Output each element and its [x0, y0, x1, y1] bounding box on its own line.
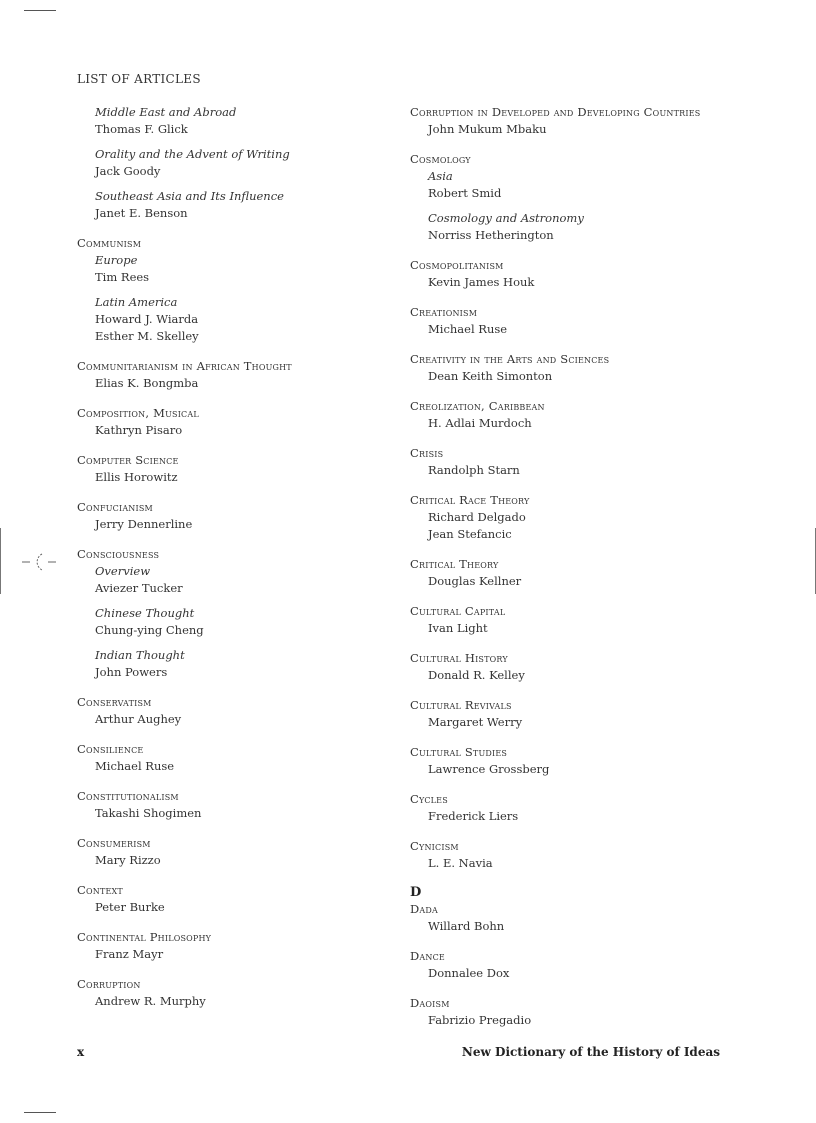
subentry-title: Overview — [95, 564, 151, 578]
article-entry — [77, 104, 377, 222]
article-title: Dada — [410, 902, 438, 916]
left-column — [77, 104, 377, 1023]
article-entry — [77, 976, 377, 1010]
crop-mark-top — [24, 10, 56, 11]
article-title: Continental Philosophy — [77, 930, 212, 944]
article-author: Andrew R. Murphy — [95, 994, 206, 1008]
article-title: Cultural History — [410, 651, 508, 665]
article-author: Lawrence Grossberg — [428, 762, 550, 776]
article-author: Richard Delgado — [428, 510, 526, 524]
right-column — [410, 104, 740, 1042]
registration-mark-icon — [22, 551, 58, 573]
article-author: Jean Stefancic — [428, 527, 512, 541]
article-author: Donald R. Kelley — [428, 668, 525, 682]
article-title: Cosmopolitanism — [410, 258, 504, 272]
subentry — [428, 210, 740, 244]
article-title: Computer Science — [77, 453, 179, 467]
subentry — [95, 252, 377, 286]
article-author: L. E. Navia — [428, 856, 493, 870]
article-entry — [77, 499, 377, 533]
subentry-author: Esther M. Skelley — [95, 329, 199, 343]
article-author: Takashi Shogimen — [95, 806, 202, 820]
article-title: Composition, Musical — [77, 406, 199, 420]
subentry-author: John Powers — [95, 665, 168, 679]
article-entry — [410, 744, 740, 778]
article-entry — [410, 304, 740, 338]
subentry-author: Robert Smid — [428, 186, 502, 200]
article-title: Communism — [77, 236, 142, 250]
article-title: Creativity in the Arts and Sciences — [410, 352, 610, 366]
article-title: Critical Race Theory — [410, 493, 530, 507]
article-author: H. Adlai Murdoch — [428, 416, 532, 430]
edge-mark-left — [0, 528, 1, 594]
article-title: Consilience — [77, 742, 144, 756]
article-entry — [77, 452, 377, 486]
article-author: Jerry Dennerline — [95, 517, 193, 531]
subentry-author: Jack Goody — [95, 164, 161, 178]
article-title: Consumerism — [77, 836, 151, 850]
article-title: Cosmology — [410, 152, 471, 166]
subentry-title: Middle East and Abroad — [95, 105, 237, 119]
article-title: Cultural Studies — [410, 745, 508, 759]
article-author: Frederick Liers — [428, 809, 519, 823]
article-entry — [77, 788, 377, 822]
article-title: Cultural Capital — [410, 604, 506, 618]
article-entry — [77, 929, 377, 963]
article-title: Crisis — [410, 446, 444, 460]
article-title: Conservatism — [77, 695, 152, 709]
subentry-title: Latin America — [95, 295, 178, 309]
article-title: Cynicism — [410, 839, 459, 853]
article-entry — [77, 694, 377, 728]
article-author: Margaret Werry — [428, 715, 523, 729]
subentry — [95, 605, 377, 639]
subentry — [95, 146, 377, 180]
article-entry — [410, 791, 740, 825]
article-entry — [77, 741, 377, 775]
article-title: Cycles — [410, 792, 448, 806]
article-entry — [410, 838, 740, 872]
article-author: Randolph Starn — [428, 463, 520, 477]
article-author: Franz Mayr — [95, 947, 164, 961]
article-author: Kevin James Houk — [428, 275, 535, 289]
article-entry — [410, 351, 740, 385]
article-title: Corruption in Developed and Developing Countries — [410, 105, 701, 119]
article-entry — [410, 650, 740, 684]
article-author: Mary Rizzo — [95, 853, 161, 867]
subentry-title: Chinese Thought — [95, 606, 195, 620]
article-author: Douglas Kellner — [428, 574, 522, 588]
subentry — [95, 104, 377, 138]
section-letter: D — [410, 885, 422, 900]
article-author: Ivan Light — [428, 621, 488, 635]
article-entry — [410, 492, 740, 543]
article-author: Ellis Horowitz — [95, 470, 178, 484]
subentry — [95, 647, 377, 681]
article-entry — [410, 603, 740, 637]
article-entry — [77, 546, 377, 681]
article-author: Peter Burke — [95, 900, 165, 914]
article-title: Constitutionalism — [77, 789, 179, 803]
subentry — [95, 294, 377, 345]
subentry-author: Howard J. Wiarda — [95, 312, 199, 326]
article-entry — [410, 104, 740, 138]
article-title: Corruption — [77, 977, 141, 991]
article-entry — [410, 948, 740, 982]
subentry — [428, 168, 740, 202]
subentry-title: Europe — [95, 253, 138, 267]
article-title: Daoism — [410, 996, 450, 1010]
article-title: Dance — [410, 949, 445, 963]
article-author: John Mukum Mbaku — [428, 122, 547, 136]
article-entry — [77, 835, 377, 869]
article-author: Michael Ruse — [428, 322, 508, 336]
subentry-title: Indian Thought — [95, 648, 185, 662]
article-title: Creationism — [410, 305, 478, 319]
article-entry — [410, 257, 740, 291]
subentry — [95, 563, 377, 597]
article-author: Willard Bohn — [428, 919, 505, 933]
subentry-author: Norriss Hetherington — [428, 228, 554, 242]
subentry-title: Asia — [428, 169, 453, 183]
article-title: Creolization, Caribbean — [410, 399, 545, 413]
article-entry — [410, 445, 740, 479]
article-title: Context — [77, 883, 123, 897]
article-author: Fabrizio Pregadio — [428, 1013, 532, 1027]
article-entry — [77, 882, 377, 916]
article-title: Critical Theory — [410, 557, 499, 571]
article-author: Elias K. Bongmba — [95, 376, 199, 390]
running-head: LIST OF ARTICLES — [77, 72, 201, 86]
article-author: Arthur Aughey — [95, 712, 182, 726]
article-entry — [410, 995, 740, 1029]
article-entry — [410, 151, 740, 244]
article-author: Donnalee Dox — [428, 966, 510, 980]
article-author: Kathryn Pisaro — [95, 423, 183, 437]
article-entry — [410, 556, 740, 590]
article-entry — [410, 901, 740, 935]
subentry-title: Southeast Asia and Its Influence — [95, 189, 284, 203]
article-entry — [410, 398, 740, 432]
book-title: New Dictionary of the History of Ideas — [461, 1045, 720, 1059]
subentry-author: Chung-ying Cheng — [95, 623, 204, 637]
article-entry — [77, 405, 377, 439]
article-title: Cultural Revivals — [410, 698, 512, 712]
crop-mark-bottom — [24, 1112, 56, 1113]
article-title: Communitarianism in African Thought — [77, 359, 292, 373]
subentry-author: Aviezer Tucker — [95, 581, 183, 595]
article-author: Michael Ruse — [95, 759, 175, 773]
article-entry — [77, 358, 377, 392]
subentry-author: Janet E. Benson — [95, 206, 188, 220]
subentry-author: Thomas F. Glick — [95, 122, 188, 136]
subentry-author: Tim Rees — [95, 270, 150, 284]
subentry-title: Orality and the Advent of Writing — [95, 147, 290, 161]
page-number: x — [77, 1045, 85, 1059]
article-title: Confucianism — [77, 500, 153, 514]
article-entry — [410, 697, 740, 731]
article-title: Consciousness — [77, 547, 160, 561]
article-author: Dean Keith Simonton — [428, 369, 553, 383]
subentry — [95, 188, 377, 222]
article-entry — [77, 235, 377, 345]
subentry-title: Cosmology and Astronomy — [428, 211, 584, 225]
